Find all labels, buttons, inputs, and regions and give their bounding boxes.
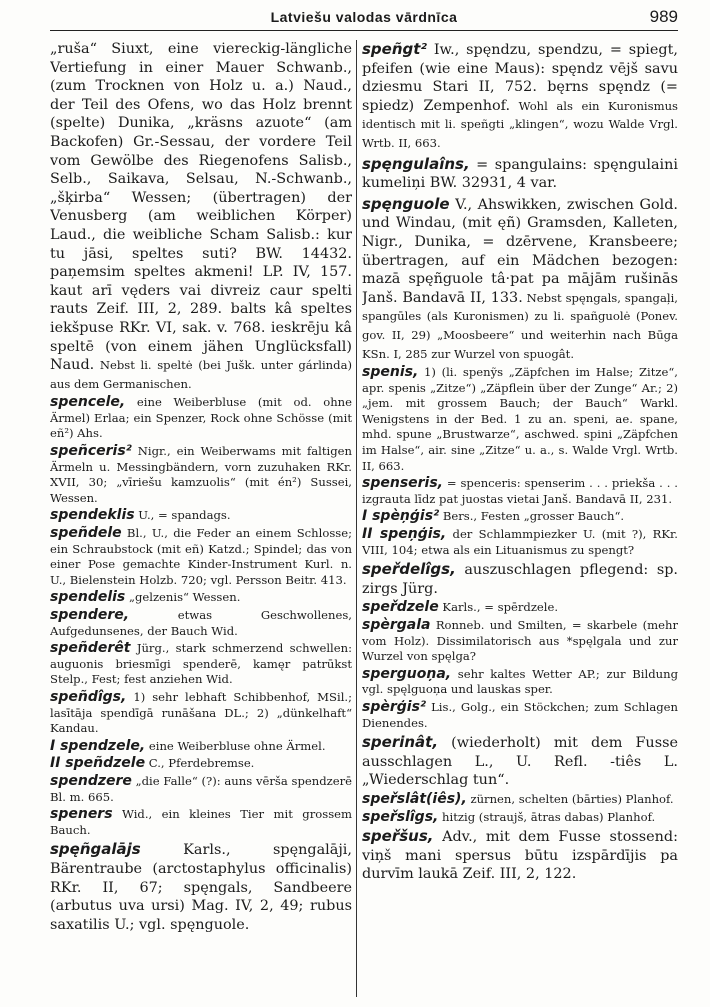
dictionary-entry (50, 608, 352, 639)
page-number: 989 (649, 7, 678, 26)
dictionary-entry (50, 774, 352, 805)
entry-definition: eine Weiberbluse ohne Ärmel. (145, 738, 326, 753)
entry-definition: Karls., spęngalāji, Bärentraube (arctostaphylus officinalis) RKr. II, 67; spęngals, Sandbeere (arbutus uva ursi) Mag. IV, 2, 49; rubus saxatilis U.; vgl. spęnguole. (50, 842, 352, 933)
entry-headword: spenis, (362, 364, 419, 381)
entry-headword: spendelis (50, 589, 126, 606)
entry-definition: „die Falle“ (?): auns vērša spendzerē Bl. m. 665. (50, 773, 352, 804)
left-column (50, 40, 352, 1001)
dictionary-entry (50, 641, 352, 688)
entry-definition: hitzig (straujš, ātras dabas) Planhof. (438, 809, 656, 824)
entry-headword: II speņģis, (362, 526, 447, 543)
entry-headword: spèrgala (362, 617, 431, 633)
dictionary-entry (50, 739, 352, 755)
entry-definition: = spenceris: spenserim . . . priekša . . . izgrauta līdz pat juostas vietai Janš. Bandavā II, 231. (362, 476, 678, 506)
dictionary-entry (362, 827, 678, 884)
dictionary-entry (50, 444, 352, 506)
entry-definition: = spangulains: spęngulaini kumeliņi BW. 32931, 4 var. (362, 156, 678, 192)
dictionary-entry (50, 807, 352, 838)
entry-headword: spèrģis² (362, 698, 427, 715)
entry-headword: spęñgalājs (50, 840, 141, 859)
entry-headword: spęnguole (362, 194, 450, 213)
entry-headword: speřšus, (362, 827, 434, 846)
entry-definition: C., Pferdebremse. (145, 756, 255, 771)
dictionary-entry (362, 700, 678, 731)
dictionary-entry (362, 560, 678, 598)
dictionary-entry (362, 365, 678, 474)
entry-headword: I spèņģis² (362, 508, 440, 525)
entry-definition: zürnen, schelten (bārties) Planhof. (466, 791, 674, 806)
entry-headword: II speñdzele (50, 755, 146, 772)
dictionary-entry (50, 590, 352, 606)
dictionary-entry (362, 195, 678, 363)
dictionary-entry (362, 155, 678, 193)
entry-headword: speñderêt (50, 640, 131, 657)
entry-definition: U., = spandags. (134, 508, 231, 523)
entry-definition: etwas Geschwollenes, Aufgedunsenes, der Bauch Wid. (50, 608, 352, 638)
entry-definition: 1) sehr lebhaft Schibbenhof, MSil.; lasītāja spendīgā runāšana DL.; 2) „dünkelhaft“ Kandau. (50, 689, 352, 736)
dictionary-entry (50, 690, 352, 737)
column-divider (356, 40, 357, 997)
dictionary-entry (362, 527, 678, 558)
dictionary-entry (362, 733, 678, 790)
entry-headword: spenseris, (362, 475, 443, 492)
entry-headword: spendere, (50, 607, 130, 623)
entry-headword: speřslîgs, (362, 808, 439, 825)
entry-headword: speřdzele (362, 599, 439, 616)
entry-headword: I spendzele, (50, 737, 146, 754)
entry-etymology: Nebst li. speltė (bei Jušk. unter gárlinda) aus dem Germanischen. (50, 358, 352, 391)
right-column (362, 40, 678, 1001)
entry-definition: Lis., Golg., ein Stöckchen; zum Schlagen Dienendes. (362, 699, 678, 730)
entry-headword: spendeklis (50, 507, 135, 524)
entry-headword: sperguoņa, (362, 665, 452, 682)
dictionary-entry (362, 40, 678, 153)
dictionary-entry (50, 40, 352, 393)
entry-definition: Adv., mit dem Fusse stossend: viņš mani spersus būtu izspārdījis pa durvīm laukā Zeif. III, 2, 122. (362, 829, 678, 883)
dictionary-entry (362, 792, 678, 808)
entry-definition: Bl., U., die Feder an einem Schlosse; ein Schraubstock (mit eñ) Katzd.; Spindel; das von einer Pose gemachte Kinder-Instrument Kurl. n. U., Bielenstein Holzb. 720; vgl. Persson Beitr. 413. (50, 526, 352, 587)
page-header (50, 4, 678, 31)
dictionary-entry (362, 667, 678, 698)
entry-definition: Iw., spęndzu, spendzu, = spiegt, pfeifen (wie eine Maus): spęndz vējš savu dziesmu Stari II, 752. bęrns spęndz (= spiedz) Zempenhof. (362, 42, 678, 114)
running-title: Latviešu valodas vārdnīca (270, 9, 458, 25)
dictionary-entry (362, 810, 678, 826)
entry-definition: Nigr., ein Weiberwams mit faltigen Ärmeln u. Messingbändern, vorn zuzuhaken RKr. XVII, 30; „vīriešu kamzuolis“ (mit én²) Sussei, Wessen. (50, 444, 352, 505)
entry-definition: V., Ahswikken, zwischen Gold. und Windau, (mit ęñ) Gramsden, Kalleten, Nigr., Dunika, = dzērvene, Kransbeere; übertragen, auf ein Mädchen bezogen: mazā spęñguole tâ·pat pa mājām rušinās Janš. Bandavā II, 133. (362, 196, 678, 306)
dictionary-entry (50, 526, 352, 588)
entry-definition: 1) (li. spenỹs „Zäpfchen im Halse; Zitze“, apr. spenis „Zitze“) „Zäpflein über der Zunge“ Ar.; 2) „jem. mit grossem Bauch; der Bauch“ Warkl. Wenigstens in der Bed. 1 zu an. speni, ae. spane, mhd. spune „Brustwarze“, aschwed. spini „Zäpfchen im Halse“, air. sine „Zitze“ u. a., s. Walde Vrgl. Wrtb. II, 663. (362, 365, 678, 473)
entry-headword: speñgt² (362, 40, 427, 58)
entry-definition: auszuschlagen pflegend: sp. zirgs Jürg. (362, 562, 678, 597)
entry-headword: sperinât, (362, 733, 439, 752)
dictionary-entry (50, 508, 352, 524)
entry-headword: speñdele (50, 525, 122, 542)
dictionary-entry (50, 756, 352, 772)
dictionary-entry (362, 476, 678, 507)
dictionary-entry (362, 509, 678, 525)
entry-headword: speñceris² (50, 443, 132, 460)
entry-etymology: Wohl als ein Kuronismus identisch mit li. speñgti „klingen“, wozu Walde Vrgl. Wrtb. II, 663. (362, 98, 678, 150)
entry-definition: Ronneb. und Smilten, = skarbele (mehr vom Holz). Dissimilatorisch aus *spęlgala und zur Wurzel von spęlga? (362, 618, 678, 664)
entry-definition: der Schlammpiezker U. (mit ?), RKr. VIII, 104; etwa als ein Lituanismus zu spengt? (362, 527, 678, 557)
entry-headword: speñdîgs, (50, 688, 127, 705)
entry-definition: sehr kaltes Wetter AP.; zur Bildung vgl. spęlguoņa und lauskas sper. (362, 666, 678, 697)
dictionary-entry (362, 600, 678, 616)
entry-etymology: Nebst spęngals, spangaļi, spangūles (als Kuronismen) zu li. spañguolė (Ponev. gov. II, 29) „Moosbeere“ und weiterhin nach Būga KSn. I, 285 zur Wurzel von spuogât. (362, 290, 678, 361)
entry-headword: speřdelîgs, (362, 560, 456, 579)
entry-headword: spencele, (50, 394, 126, 411)
entry-definition: Karls., = spērdzele. (438, 600, 559, 615)
entry-headword: spendzere (50, 772, 132, 789)
entry-headword: spęngulaîns, (362, 154, 470, 173)
entry-definition: Wid., ein kleines Tier mit grossem Bauch. (50, 807, 352, 837)
entry-definition: Bers., Festen „grosser Bauch“. (439, 509, 625, 524)
entry-definition: „gelzenis“ Wessen. (125, 590, 241, 605)
entry-headword: speřslât(iês), (362, 790, 467, 807)
dictionary-entry (50, 395, 352, 442)
entry-headword: speners (50, 806, 113, 823)
entry-definition: (wiederholt) mit dem Fusse ausschlagen L., U. Refl. -tiês L. „Wiederschlag tun“. (362, 735, 678, 789)
entry-definition: Jürg., stark schmerzend schwellen: auguonis briesmīgi spenderē, kamęr patrūkst Stelp., Fest; fest anziehen Wid. (50, 641, 352, 687)
entry-definition: „ruša“ Siuxt, eine viereckig-längliche Vertiefung in einer Mauer Schwanb., (zum Trocknen von Holz u. a.) Naud., der Teil des Ofens, wo das Holz brennt (spelte) Dunika, „kräsns azuote“ (am Backofen) Gr.-Sessau, der vordere Teil vom Gewölbe des Riegenofens Salisb., Selb., Saikava, Selsau, N.-Schwanb., „šķirba“ Wessen; (übertragen) der Venusberg (am weiblichen Körper) Laud., die weibliche Scham Salisb.: kur tu jāsi, speltes suti? BW. 14432. paņemsim speltes akmeni! LP. IV, 157. kaut arī vęders vai divreiz caur spelti rauts Zeif. III, 2, 289. balts kâ speltes iekšpuse RKr. VI, sak. v. 768. ieskrēju kâ speltē (von einem jähen Unglücksfall) Naud. (50, 41, 352, 374)
dictionary-entry (362, 618, 678, 665)
dictionary-entry (50, 840, 352, 934)
entry-definition: eine Weiberbluse (mit od. ohne Ärmel) Erlaa; ein Spenzer, Rock ohne Schösse (mit eñ²) Ahs. (50, 395, 352, 441)
